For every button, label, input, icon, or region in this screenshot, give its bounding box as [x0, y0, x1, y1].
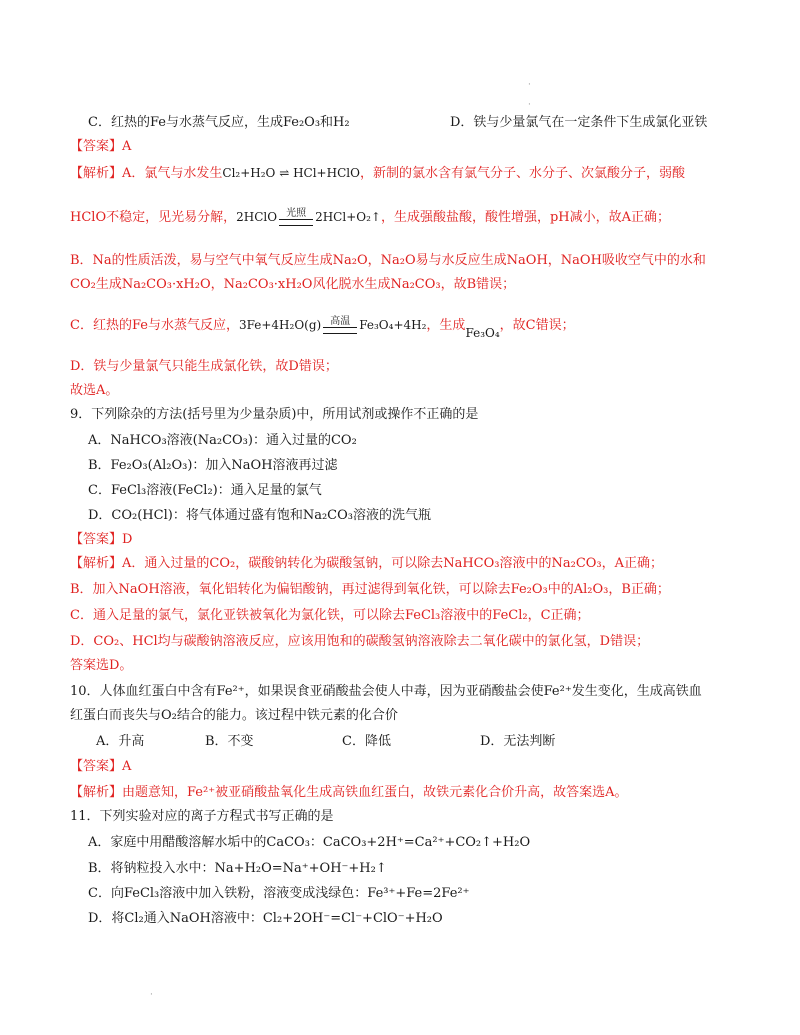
q9-option-c: C．FeCl₃溶液(FeCl₂)：通入足量的氯气 [88, 483, 322, 498]
q10-stem-line2: 红蛋白而丧失与O₂结合的能力。该过程中铁元素的化合价 [70, 708, 398, 723]
reaction-condition-arrow [279, 209, 313, 226]
q11-option-c: C．向FeCl₃溶液中加入铁粉，溶液变成浅绿色：Fe³⁺+Fe=2Fe²⁺ [88, 886, 470, 901]
q8-analysis-b2: CO₂生成Na₂CO₃·xH₂O，Na₂CO₃·xH₂O风化脱水生成Na₂CO₃，故B错误； [70, 277, 516, 292]
q8-analysis-a [70, 162, 685, 185]
q8-analysis-c [70, 314, 575, 340]
q11-option-d: D．将Cl₂通入NaOH溶液中：Cl₂+2OH⁻=Cl⁻+ClO⁻+H₂O [88, 911, 443, 926]
q10-option-b: B．不变 [205, 734, 254, 749]
equation-left: 2HClO [236, 210, 278, 224]
equation-right: Fe₃O₄+4H₂ [359, 318, 427, 332]
q8-answer: 【答案】A [70, 139, 132, 154]
reaction-condition-arrow [323, 317, 357, 334]
analysis-text: C．红热的Fe与水蒸气反应， [70, 318, 239, 333]
equation-left: 3Fe+4H₂O(g) [238, 318, 322, 332]
q9-analysis-b: B．加入NaOH溶液，氧化铝转化为偏铝酸钠，再过滤得到氧化铁，可以除去Fe₂O₃中的Al₂O₃，B正确； [70, 582, 670, 597]
q10-stem-line1: 10．人体血红蛋白中含有Fe²⁺，如果误食亚硝酸盐会使人中毒，因为亚硝酸盐会使Fe²⁺发生变化，生成高铁血 [70, 684, 702, 699]
analysis-text: ，生成强酸盐酸，酸性增强，pH减小，故A正确； [380, 210, 671, 225]
q9-option-d: D．CO₂(HCl)：将气体通过盛有饱和Na₂CO₃溶液的洗气瓶 [88, 508, 431, 523]
q10-analysis: 【解析】由题意知，Fe²⁺被亚硝酸盐氧化生成高铁血红蛋白，故铁元素化合价升高，故答案选A。 [70, 785, 628, 800]
q10-answer: 【答案】A [70, 759, 132, 774]
q9-option-b: B．Fe₂O₃(Al₂O₃)：加入NaOH溶液再过滤 [88, 458, 338, 473]
q10-option-a: A．升高 [96, 734, 145, 749]
equation-right: 2HCl+O₂↑ [315, 210, 381, 224]
q9-option-a: A．NaHCO₃溶液(Na₂CO₃)：通入过量的CO₂ [88, 433, 357, 448]
equation: Cl₂+H₂O ⇌ HCl+HClO [222, 166, 360, 180]
condition-label: 光照 [286, 208, 307, 219]
scan-dot: · [528, 100, 531, 110]
q10-option-d: D．无法判断 [480, 734, 556, 749]
q11-stem: 11．下列实验对应的离子方程式书写正确的是 [70, 809, 334, 824]
q10-option-c: C．降低 [342, 734, 391, 749]
q8-option-c: C．红热的Fe与水蒸气反应，生成Fe₂O₃和H₂ [88, 115, 350, 130]
q8-analysis-d: D．铁与少量氯气只能生成氯化铁，故D错误； [70, 359, 338, 374]
q8-final: 故选A。 [70, 383, 119, 398]
q9-final: 答案选D。 [70, 658, 133, 673]
q8-analysis-b1: B．Na的性质活泼，易与空气中氧气反应生成Na₂O，Na₂O易与水反应生成NaOH，NaOH吸收空气中的水和 [70, 253, 706, 268]
product-formula: Fe₃O₄ [465, 326, 500, 340]
q9-analysis-d: D．CO₂、HCl均与碳酸钠溶液反应，应该用饱和的碳酸氢钠溶液除去二氧化碳中的氯化氢，D错误； [70, 634, 650, 649]
analysis-text: ，新制的氯水含有氯气分子、水分子、次氯酸分子，弱酸 [359, 166, 685, 181]
q9-stem: 9．下列除杂的方法(括号里为少量杂质)中，所用试剂或操作不正确的是 [70, 407, 479, 422]
q9-analysis-c: C．通入足量的氯气，氯化亚铁被氧化为氯化铁，可以除去FeCl₃溶液中的FeCl₂，C正确； [70, 608, 590, 623]
scan-dot: · [528, 80, 531, 90]
analysis-text: ，生成 [426, 318, 466, 333]
q8-option-d: D．铁与少量氯气在一定条件下生成氯化亚铁 [450, 115, 708, 130]
q11-option-b: B．将钠粒投入水中：Na+H₂O=Na⁺+OH⁻+H₂↑ [88, 861, 387, 876]
q8-analysis-a2 [70, 206, 670, 229]
analysis-text: 【解析】A．氯气与水发生 [70, 166, 223, 181]
scan-dot: · [150, 990, 153, 1000]
condition-label: 高温 [330, 316, 351, 327]
q11-option-a: A．家庭中用醋酸溶解水垢中的CaCO₃：CaCO₃+2H⁺=Ca²⁺+CO₂↑+H₂O [88, 835, 531, 850]
q9-analysis-a: 【解析】A．通入过量的CO₂，碳酸钠转化为碳酸氢钠，可以除去NaHCO₃溶液中的Na₂CO₃，A正确； [70, 556, 664, 571]
q9-answer: 【答案】D [70, 532, 133, 547]
analysis-text: ，故C错误； [499, 318, 575, 333]
analysis-text: HClO不稳定，见光易分解， [70, 210, 237, 225]
